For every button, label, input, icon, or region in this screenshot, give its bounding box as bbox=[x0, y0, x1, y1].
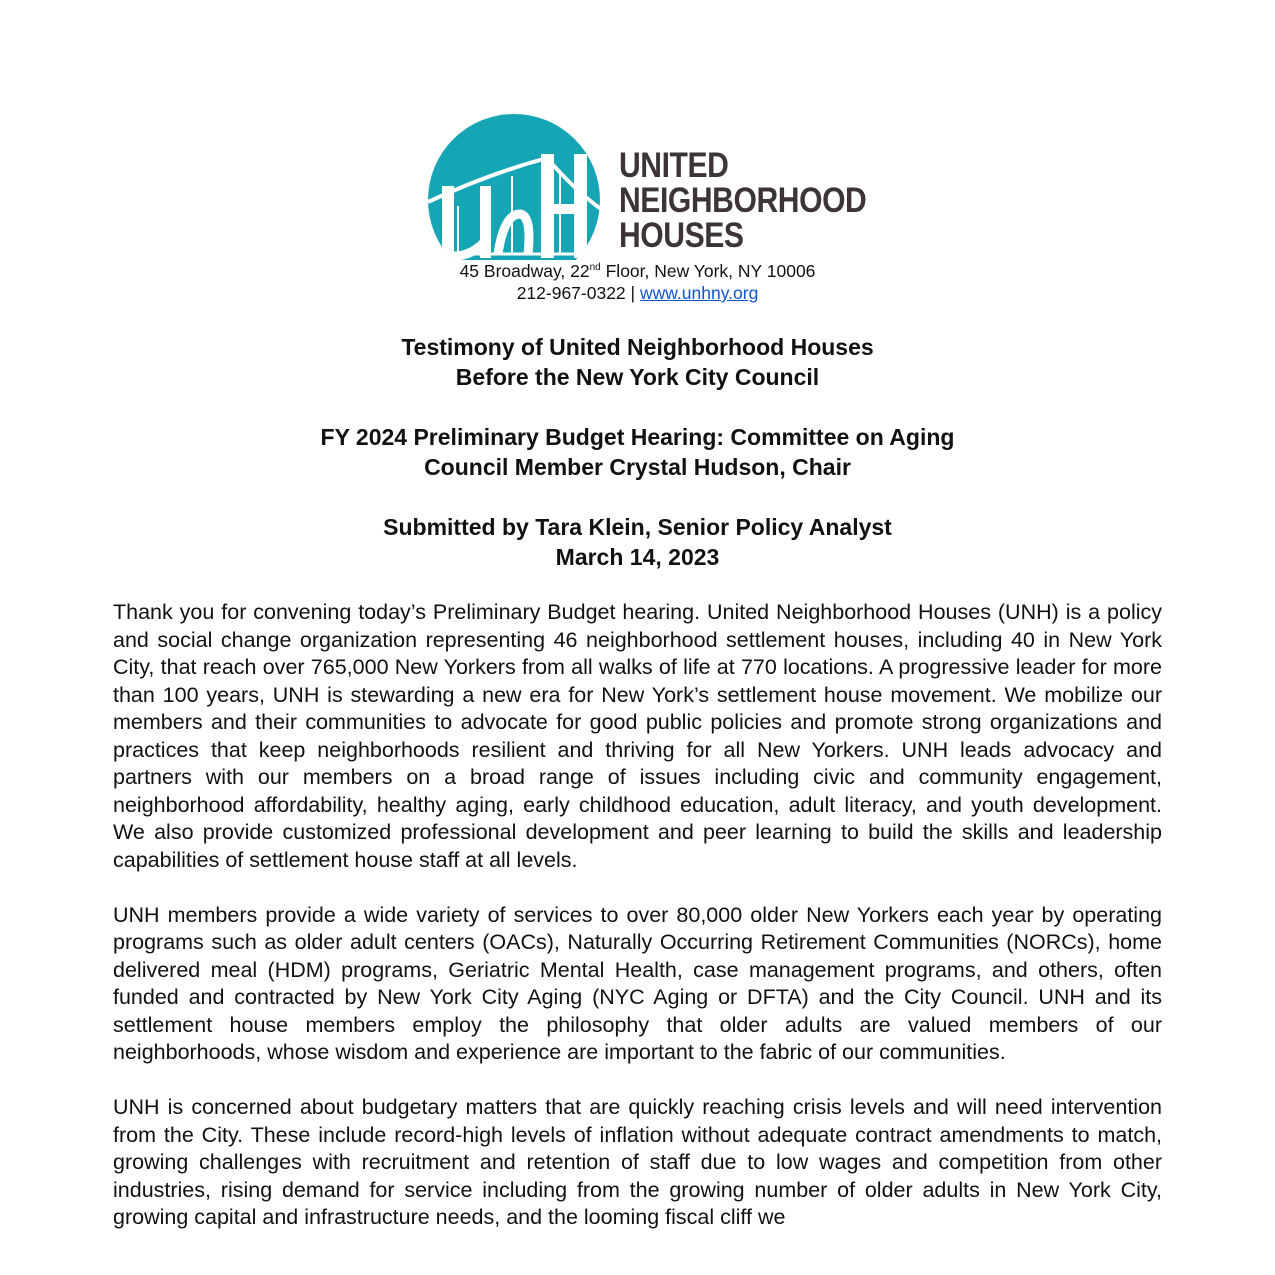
logo-line-neighborhood: NEIGHBORHOOD bbox=[619, 181, 867, 220]
document-titles bbox=[0, 332, 1275, 602]
unh-logo bbox=[428, 114, 867, 260]
paragraph: UNH is concerned about budgetary matters that are quickly reaching crisis levels and will need intervention from the City. These include record-high levels of inflation without adequate contract amendments to match, growing challenges with recruitment and retention of staff due to low wages and competition from other industries, rising demand for service including from the growing number of older adults in New York City, growing capital and infrastructure needs, and the looming fiscal cliff we bbox=[113, 1095, 1162, 1229]
hearing-chair: Council Member Crystal Hudson, Chair bbox=[424, 454, 851, 480]
submission-date: March 14, 2023 bbox=[555, 544, 720, 570]
phone-number: 212-967-0322 | bbox=[516, 283, 640, 303]
address-city: Floor, New York, NY 10006 bbox=[600, 261, 816, 281]
logo-line-houses: HOUSES bbox=[619, 216, 744, 255]
submission-block bbox=[0, 512, 1275, 572]
title-council: Before the New York City Council bbox=[455, 364, 820, 390]
website-link[interactable]: www.unhny.org bbox=[639, 283, 759, 303]
submitted-by: Submitted by Tara Klein, Senior Policy Analyst bbox=[383, 514, 892, 540]
contact-line bbox=[0, 282, 1275, 304]
address-ordinal: nd bbox=[589, 262, 601, 273]
paragraph: Thank you for convening today’s Preliminary Budget hearing. United Neighborhood Houses (UNH) is a policy and social change organization representing 46 neighborhood settlement houses, including 40 in New York City, that reach over 765,000 New Yorkers from all walks of life at 770 locations. A progressive leader for more than 100 years, UNH is stewarding a new era for New York’s settlement house movement. We mobilize our members and their communities to advocate for good public policies and promote strong organizations and practices that keep neighborhoods resilient and thriving for all New Yorkers. UNH leads advocacy and partners with our members on a broad range of issues including civic and community engagement, neighborhood affordability, healthy aging, early childhood education, adult literacy, and youth development. We also provide customized professional development and peer learning to build the skills and leadership capabilities of settlement house staff at all levels. bbox=[113, 600, 1162, 872]
address-street: 45 Broadway, 22 bbox=[459, 261, 590, 281]
paragraph: UNH members provide a wide variety of services to over 80,000 older New Yorkers each year by operating programs such as older adult centers (OACs), Naturally Occurring Retirement Communities (NORCs), home delivered meal (HDM) programs, Geriatric Mental Health, case management programs, and others, often funded and contracted by New York City Aging (NYC Aging or DFTA) and the City Council. UNH and its settlement house members employ the philosophy that older adults are valued members of our neighborhoods, whose wisdom and experience are important to the fabric of our communities. bbox=[113, 902, 1162, 1064]
testimony-body bbox=[113, 599, 1162, 1259]
hearing-block bbox=[0, 422, 1275, 482]
title-block bbox=[0, 332, 1275, 392]
letterhead-address bbox=[0, 260, 1275, 304]
unh-logo-mark bbox=[428, 114, 608, 260]
hearing-name: FY 2024 Preliminary Budget Hearing: Committee on Aging bbox=[320, 424, 955, 450]
title-testimony: Testimony of United Neighborhood Houses bbox=[401, 334, 874, 360]
logo-line-united: UNITED bbox=[619, 146, 729, 185]
logo-wordmark bbox=[619, 148, 866, 253]
address-line bbox=[0, 260, 1275, 282]
